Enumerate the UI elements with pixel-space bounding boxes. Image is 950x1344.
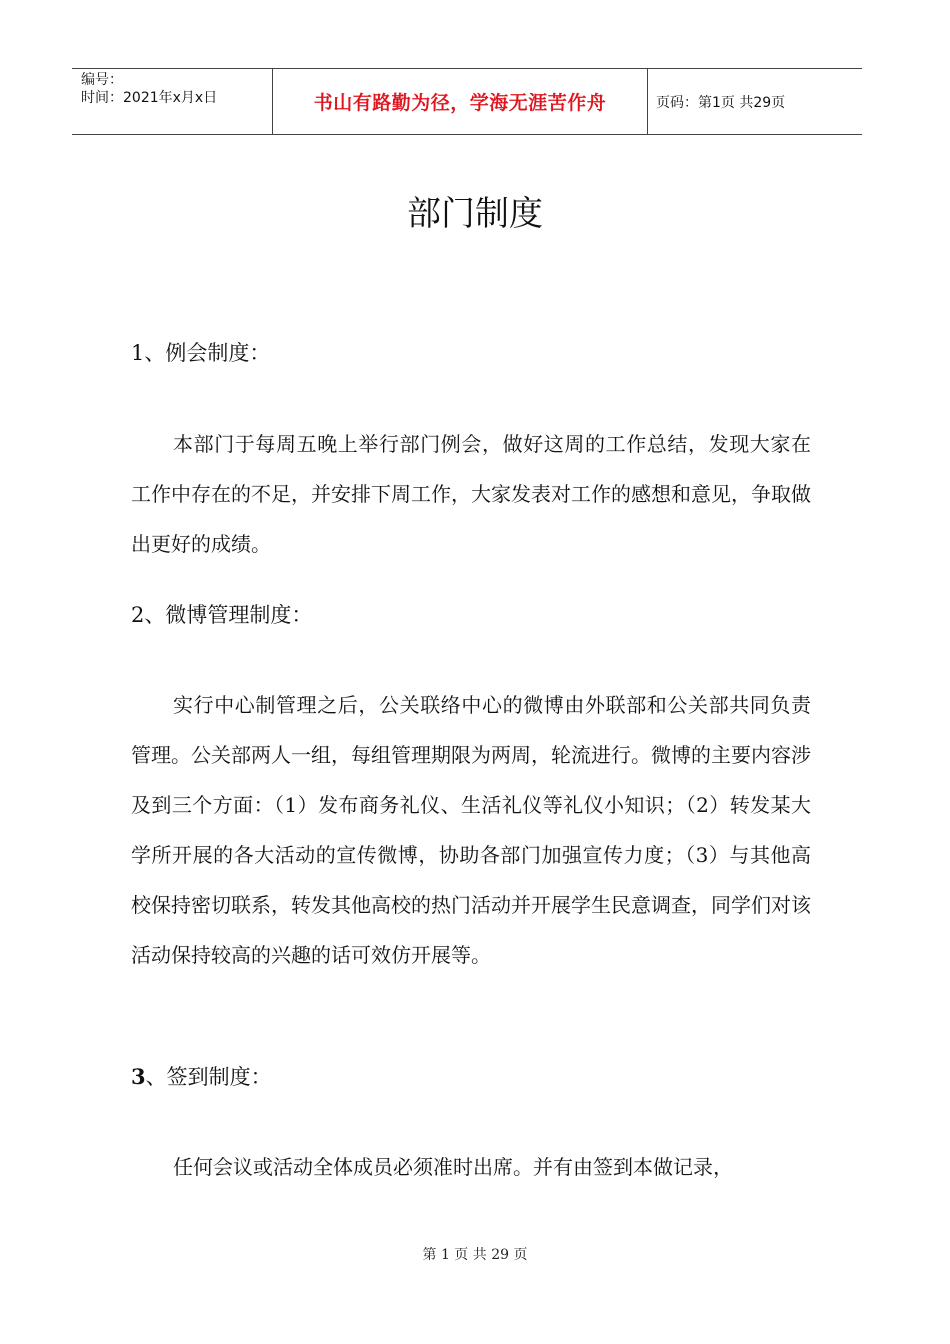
header-table [72, 68, 862, 135]
time-label: 时间：2021年x月x日 [81, 90, 218, 106]
section-heading-text: 、签到制度： [145, 1065, 272, 1089]
header-slogan-cell [273, 69, 648, 134]
section-body-meeting: 本部门于每周五晚上举行部门例会，做好这周的工作总结，发现大家在工作中存在的不足，并安排下周工作，大家发表对工作的感想和意见，争取做出更好的成绩。 [131, 432, 811, 556]
section-heading-meeting: 1、例会制度： [131, 341, 271, 365]
document-title: 部门制度 [407, 194, 543, 234]
header-meta-cell [72, 69, 273, 134]
serial-label: 编号： [81, 72, 123, 88]
slogan: 书山有路勤为径，学海无涯苦作舟 [313, 92, 607, 114]
page-code: 页码：第1页 共29页 [656, 94, 786, 111]
section-number: 3 [131, 1064, 146, 1089]
section-body-weibo: 实行中心制管理之后，公关联络中心的微博由外联部和公关部共同负责管理。公关部两人一组，每组管理期限为两周，轮流进行。微博的主要内容涉及到三个方面：（1）发布商务礼仪、生活礼仪等礼仪小知识；（2）转发某大学所开展的各大活动的宣传微博，协助各部门加强宣传力度；（3）与其他高校保持密切联系，转发其他高校的热门活动并开展学生民意调查，同学们对该活动保持较高的兴趣的话可效仿开展等。 [131, 693, 811, 967]
page-footer: 第 1 页 共 29 页 [422, 1247, 528, 1263]
section-heading-weibo: 2、微博管理制度： [131, 603, 313, 627]
header-page-cell [648, 69, 862, 134]
section-heading-signin [131, 1062, 272, 1092]
section-body-signin: 任何会议或活动全体成员必须准时出席。并有由签到本做记录， [173, 1155, 733, 1179]
